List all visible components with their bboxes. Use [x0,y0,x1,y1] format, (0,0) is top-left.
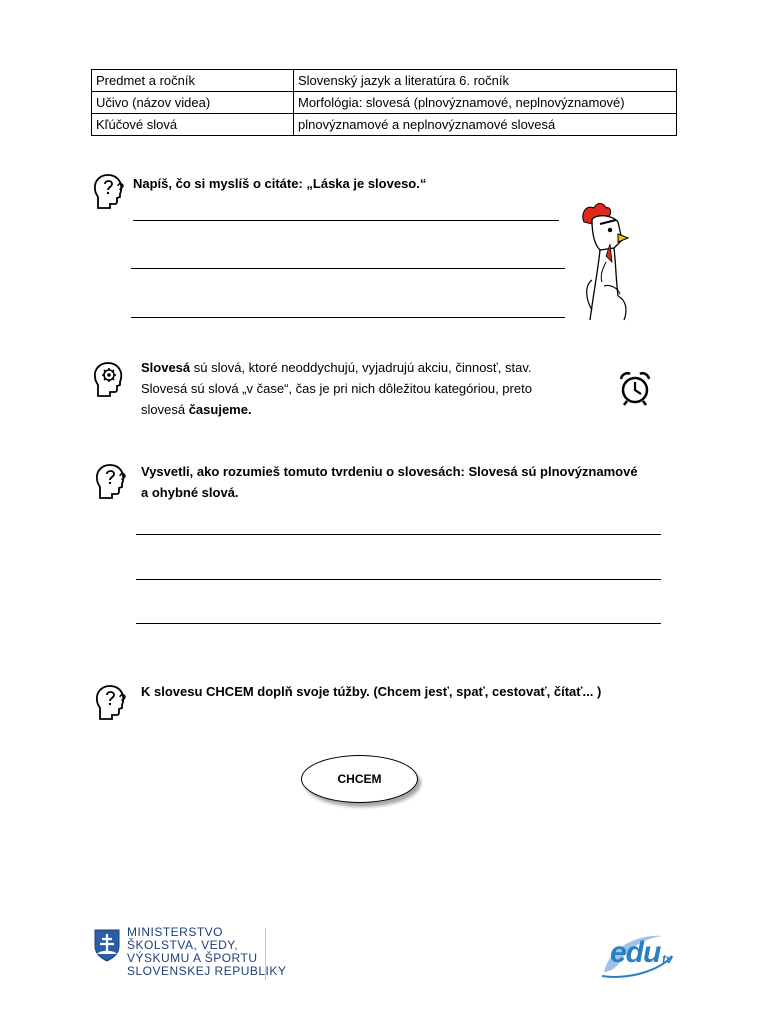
answer-line[interactable] [133,220,559,221]
table-cell-label: Predmet a ročník [92,70,294,92]
info-line-3 [141,400,252,420]
tv-logo-text: tv [662,952,673,966]
table-row [92,70,677,92]
task-2-prompt-line-1: Vysvetli, ako rozumieš tomuto tvrdeniu o slovesách: Slovesá sú plnovýznamové [141,464,638,479]
ministry-line: VÝSKUMU A ŠPORTU [127,951,258,965]
thinking-head-icon [92,462,132,502]
answer-line[interactable] [136,623,661,624]
chcem-bubble: CHCEM [301,755,418,803]
thinking-head-icon [92,683,132,723]
info-line-1-text: sú slová, ktoré neoddychujú, vyjadrujú akciu, činnosť, stav. [190,360,532,375]
keyword-verbs: Slovesá [141,360,191,375]
table-row [92,114,677,136]
table-cell-value: Slovenský jazyk a literatúra 6. ročník [294,70,677,92]
table-cell-label: Kľúčové slová [92,114,294,136]
logo-divider [265,928,266,980]
info-line-1 [141,358,532,378]
ministry-line: ŠKOLSTVA, VEDY, [127,938,239,952]
gear-head-icon [90,360,130,400]
task-2-prompt-line-2: a ohybné slová. [141,485,239,500]
answer-line[interactable] [131,317,565,318]
table-row [92,92,677,114]
thinking-head-icon [90,172,130,212]
task-3-prompt: K slovesu CHCEM doplň svoje túžby. (Chcem jesť, spať, cestovať, čítať... ) [141,684,602,699]
table-cell-label: Učivo (názov videa) [92,92,294,114]
ministry-line: MINISTERSTVO [127,925,224,939]
alarm-clock-icon [616,370,654,408]
ministry-line: SLOVENSKEJ REPUBLIKY [127,964,287,978]
keyword-conjugate: časujeme. [188,402,252,417]
ministry-logo-text [127,926,286,978]
info-line-2: Slovesá sú slová „v čase“, čas je pri nich dôležitou kategóriou, preto [141,381,532,396]
edutv-logo [600,926,682,980]
info-line-3-text: slovesá [141,402,189,417]
table-cell-value: Morfológia: slovesá (plnovýznamové, neplnovýznamové) [294,92,677,114]
rooster-illustration [578,200,638,322]
answer-line[interactable] [136,579,661,580]
answer-line[interactable] [131,268,565,269]
slovak-coat-of-arms-icon [93,928,121,962]
edu-logo-text: edu [610,936,661,969]
info-table [91,69,677,136]
task-1-prompt: Napíš, čo si myslíš o citáte: „Láska je sloveso.“ [133,176,427,191]
table-cell-value: plnovýznamové a neplnovýznamové slovesá [294,114,677,136]
answer-line[interactable] [136,534,661,535]
